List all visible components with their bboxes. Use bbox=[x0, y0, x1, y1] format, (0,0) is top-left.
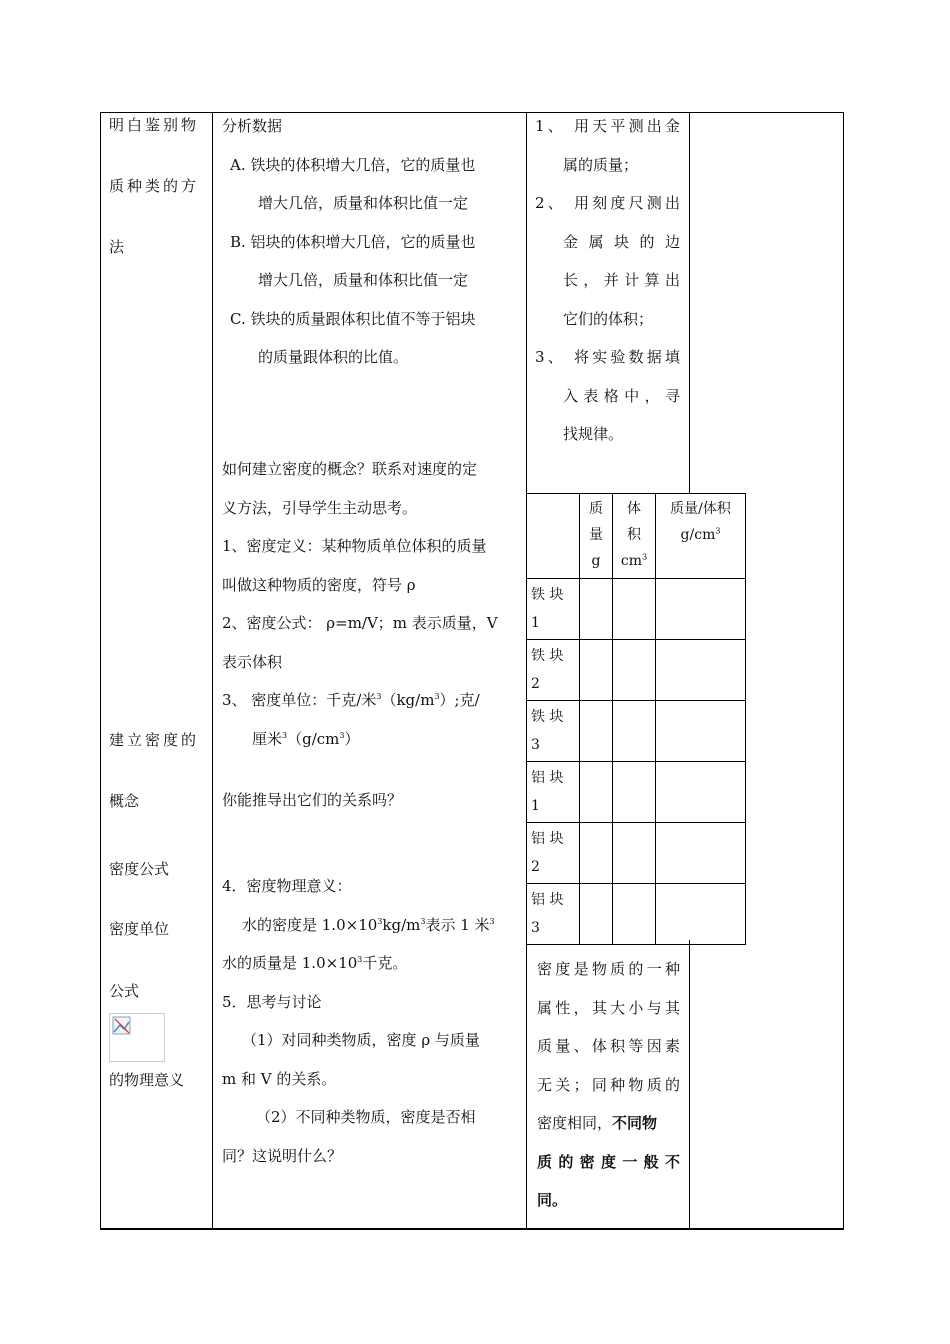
formula-line-1: 2、密度公式： ρ=m/V；m 表示质量，V bbox=[222, 614, 498, 632]
objective-line: 法 bbox=[109, 238, 128, 256]
unit-text: ）;克/ bbox=[439, 691, 480, 709]
table-row bbox=[527, 579, 746, 640]
header-text: 体 bbox=[627, 501, 641, 517]
formula-line-2: 表示体积 bbox=[222, 652, 283, 671]
table-cell bbox=[580, 640, 613, 701]
table-row bbox=[527, 884, 746, 945]
row-label-text: 铝 块 bbox=[531, 831, 564, 847]
divider-1 bbox=[212, 112, 213, 1230]
row-label-num: 2 bbox=[531, 676, 540, 692]
table-cell bbox=[656, 884, 746, 945]
header-unit: cm bbox=[620, 553, 643, 569]
step-3b: 入表格中，寻 bbox=[563, 386, 680, 405]
row-label-text: 铝 块 bbox=[531, 770, 564, 786]
objective-column bbox=[109, 95, 209, 278]
steps-column bbox=[535, 107, 680, 454]
divider-3-top bbox=[689, 112, 690, 493]
unit-text: 厘米 bbox=[252, 729, 283, 748]
analysis-column bbox=[222, 107, 520, 377]
meaning-text: 千克。 bbox=[362, 954, 408, 972]
physical-meaning-label: 的物理意义 bbox=[109, 1071, 185, 1089]
objective-line: 概念 bbox=[109, 792, 140, 810]
meaning-text: 表示 1 米 bbox=[425, 915, 490, 934]
broken-image-icon bbox=[109, 1013, 165, 1062]
step-3: 3、 将实验数据填 bbox=[535, 348, 680, 366]
table-cell bbox=[656, 762, 746, 823]
analysis-b2: 增大几倍，质量和体积比值一定 bbox=[258, 271, 469, 289]
conclusion-line: 质量、体积等因素 bbox=[537, 1037, 680, 1055]
row-label bbox=[527, 762, 580, 823]
row-label bbox=[527, 823, 580, 884]
concept-column bbox=[222, 450, 520, 758]
table-cell bbox=[656, 823, 746, 884]
discussion-1b: m 和 V 的关系。 bbox=[222, 1069, 337, 1088]
discussion-title: 5．思考与讨论 bbox=[222, 992, 322, 1011]
meaning-text: 水的密度是 1.0×10 bbox=[242, 915, 378, 934]
meaning-text: 水的质量是 1.0×10 bbox=[222, 954, 358, 972]
objective-line: 明白鉴别物 bbox=[109, 116, 200, 134]
question-line-1: 如何建立密度的概念？联系对速度的定 bbox=[222, 460, 478, 478]
row-label-text: 铁 块 bbox=[531, 709, 564, 725]
conclusion-line: 密度是物质的一种 bbox=[537, 960, 680, 978]
table-cell bbox=[656, 701, 746, 762]
table-cell bbox=[580, 701, 613, 762]
row-label bbox=[527, 579, 580, 640]
table-row bbox=[527, 823, 746, 884]
formula-label: 公式 bbox=[109, 982, 140, 1000]
table-cell bbox=[580, 823, 613, 884]
table-row bbox=[527, 640, 746, 701]
unit-text: （g/cm bbox=[287, 729, 340, 748]
table-cell bbox=[580, 884, 613, 945]
row-label bbox=[527, 640, 580, 701]
superscript: 3 bbox=[376, 692, 382, 701]
conclusion-bold: 不同物 bbox=[612, 1114, 658, 1132]
row-label bbox=[527, 701, 580, 762]
step-3c: 找规律。 bbox=[563, 425, 624, 443]
analysis-a2: 增大几倍，质量和体积比值一定 bbox=[258, 194, 469, 212]
row-label-text: 铁 块 bbox=[531, 648, 564, 664]
analysis-c2: 的质量跟体积的比值。 bbox=[258, 348, 409, 366]
header-unit: g/cm bbox=[680, 527, 716, 543]
table-cell bbox=[613, 823, 656, 884]
row-label-num: 3 bbox=[531, 737, 540, 753]
definition-line-2: 叫做这种物质的密度，符号 ρ bbox=[222, 575, 416, 594]
unit-text: 3、 密度单位：千克/米 bbox=[222, 691, 377, 709]
header-text bbox=[617, 548, 651, 574]
table-header-blank bbox=[527, 494, 580, 579]
superscript: 3 bbox=[357, 955, 363, 964]
table-cell bbox=[613, 579, 656, 640]
table-cell bbox=[656, 579, 746, 640]
table-cell bbox=[613, 884, 656, 945]
analysis-title: 分析数据 bbox=[222, 117, 283, 135]
step-2: 2、 用刻度尺测出 bbox=[535, 194, 680, 212]
conclusion-line: 无关；同种物质的 bbox=[537, 1075, 680, 1094]
discussion-1: （1）对同种类物质，密度 ρ 与质量 bbox=[242, 1031, 480, 1049]
superscript: 3 bbox=[377, 916, 383, 926]
conclusion-line: 同。 bbox=[537, 1191, 568, 1209]
table-header-volume bbox=[613, 494, 656, 579]
conclusion-line bbox=[537, 1104, 680, 1143]
row-label-text: 铝 块 bbox=[531, 892, 564, 908]
table-header-row bbox=[527, 494, 746, 579]
data-table bbox=[526, 493, 746, 945]
objective-line: 建立密度的 bbox=[109, 731, 200, 749]
conclusion-line: 属性，其大小与其 bbox=[537, 998, 680, 1017]
header-text: 质量/体积 bbox=[670, 501, 731, 517]
discussion-2b: 同？这说明什么？ bbox=[222, 1146, 343, 1165]
table-cell bbox=[613, 762, 656, 823]
step-2d: 它们的体积； bbox=[563, 309, 654, 328]
conclusion-line: 质的密度一般不 bbox=[537, 1152, 680, 1171]
objective-column-2 bbox=[109, 710, 209, 832]
density-formula-label: 密度公式 bbox=[109, 860, 170, 878]
meaning-line-2 bbox=[222, 944, 520, 983]
analysis-b1: B. 铝块的体积增大几倍，它的质量也 bbox=[230, 232, 476, 251]
header-text: 量 bbox=[589, 527, 603, 543]
step-1: 1、 用天平测出金 bbox=[535, 117, 680, 135]
table-header-mass bbox=[580, 494, 613, 579]
superscript: 3 bbox=[339, 730, 345, 740]
table-header-ratio bbox=[656, 494, 746, 579]
step-1b: 属的质量； bbox=[563, 155, 639, 174]
discussion-2: （2）不同种类物质，密度是否相 bbox=[256, 1108, 476, 1126]
step-2c: 长，并计算出 bbox=[563, 271, 680, 289]
row-label-num: 1 bbox=[531, 798, 540, 814]
unit-text: （kg/m bbox=[381, 691, 435, 709]
unit-text: ） bbox=[344, 729, 360, 748]
table-row bbox=[527, 701, 746, 762]
table-row bbox=[527, 762, 746, 823]
superscript: 3 bbox=[715, 526, 721, 536]
header-text bbox=[660, 522, 741, 548]
meaning-line-1 bbox=[222, 906, 520, 945]
row-label-num: 3 bbox=[531, 920, 540, 936]
density-unit-label: 密度单位 bbox=[109, 920, 170, 938]
unit-line-2 bbox=[222, 720, 520, 759]
header-text: 质 bbox=[589, 501, 603, 517]
table-cell bbox=[613, 701, 656, 762]
row-label-text: 铁 块 bbox=[531, 587, 564, 603]
unit-line-1 bbox=[222, 681, 520, 720]
table-cell bbox=[580, 579, 613, 640]
analysis-a1: A. 铁块的体积增大几倍，它的质量也 bbox=[230, 155, 476, 174]
meaning-text: kg/m bbox=[382, 915, 421, 934]
divider-3-bottom bbox=[689, 940, 690, 1230]
superscript: 3 bbox=[489, 916, 495, 926]
header-text: 积 bbox=[627, 527, 641, 543]
objective-line: 质种类的方 bbox=[109, 177, 200, 195]
header-text: g bbox=[591, 553, 601, 569]
table-cell bbox=[580, 762, 613, 823]
table-cell bbox=[656, 640, 746, 701]
conclusion-text: 密度相同， bbox=[537, 1114, 613, 1132]
superscript: 3 bbox=[642, 552, 648, 562]
meaning-title: 4．密度物理意义： bbox=[222, 877, 352, 895]
row-label-num: 2 bbox=[531, 859, 540, 875]
relation-question: 你能推导出它们的关系吗？ bbox=[222, 791, 403, 809]
table-cell bbox=[613, 640, 656, 701]
row-label-num: 1 bbox=[531, 615, 540, 631]
step-2b: 金属块的边 bbox=[563, 232, 680, 251]
superscript: 3 bbox=[282, 730, 288, 740]
row-label bbox=[527, 884, 580, 945]
definition-line-1: 1、密度定义：某种物质单位体积的质量 bbox=[222, 537, 487, 555]
conclusion-column bbox=[537, 950, 680, 1220]
question-line-2: 义方法，引导学生主动思考。 bbox=[222, 498, 418, 517]
superscript: 3 bbox=[434, 692, 440, 701]
meaning-column bbox=[222, 867, 520, 1175]
superscript: 3 bbox=[420, 916, 426, 926]
analysis-c1: C. 铁块的质量跟体积比值不等于铝块 bbox=[230, 309, 476, 328]
